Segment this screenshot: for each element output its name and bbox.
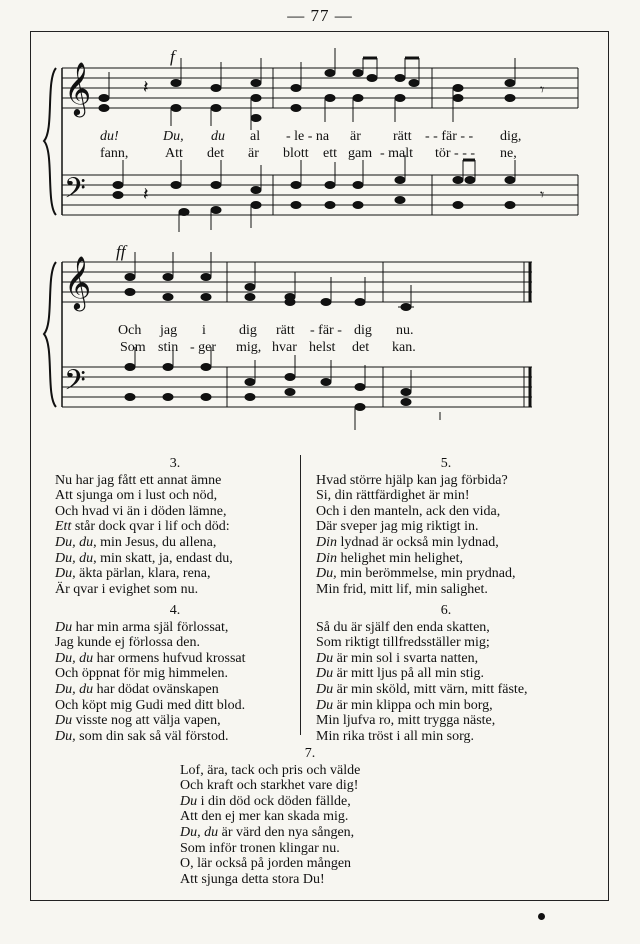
verse-line: Du har min arma själ förlossat, [55,619,229,635]
verse-7 [180,746,440,887]
treble-clef-icon: 𝄞 [64,61,92,115]
lyric: - malt [380,146,414,161]
verse-line: Och kraft och starkhet vare dig! [180,778,359,794]
verse-line: Ett står dock qvar i lif och död: [55,519,230,535]
lyric: Du, [163,129,184,144]
lyric: kan. [392,340,416,355]
verse-line: Att sjunga detta stora Du! [180,871,325,887]
lyric: - - fär - - [425,129,474,144]
verse-number: 7. [304,746,316,761]
verse-line: Och köpt mig Gudi med ditt blod. [55,697,246,713]
lyric: rätt [393,129,412,144]
staff-treble-2 [62,262,532,302]
lyric: ne, [500,146,517,161]
lyric: tör - - - [435,146,476,161]
verse-line: Du, min berömmelse, min prydnad, [316,566,516,582]
verse-line: Du, du är värd den nya sången, [180,824,355,840]
verse-line: Du, du, min skatt, ja, endast du, [55,550,233,566]
verse-line: Och i den manteln, ack den vida, [316,503,501,519]
verse-4 [55,603,295,744]
svg-text:𝄾: 𝄾 [540,185,545,204]
verse-number: 3. [169,456,181,471]
verse-line: Nu har jag fått ett annat ämne [55,472,222,488]
verse-5 [316,456,576,597]
verse-line: Och hvad vi än i döden lämne, [55,503,227,519]
lyric: dig [239,323,257,338]
verse-line: Du, äkta pärlan, klara, rena, [55,566,211,582]
verse-line: O, lär också på jorden mången [180,856,352,872]
lyric: Och [118,323,142,338]
dynamic-f: f [170,47,175,66]
bass-clef-icon: 𝄢 [64,364,86,404]
lyric: rätt [276,323,295,338]
staff-bass-1 [62,175,578,215]
notes [99,48,515,430]
verse-line: Som inför tronen klingar nu. [180,840,340,856]
staff-bass-2 [62,367,532,407]
lyric: dig, [500,129,522,144]
verse-line: Så du är själf den enda skatten, [316,619,490,635]
verse-line: Som riktigt tillfredsställer mig; [316,635,490,651]
verse-line: Din helighet min helighet, [316,550,463,566]
lyric: det [352,340,370,355]
verse-number: 5. [440,456,452,471]
lyric: mig, [236,340,262,355]
treble-clef-icon: 𝄞 [64,255,92,309]
lyric: ett [323,146,337,161]
verse-line: Att sjunga om i lust och nöd, [55,488,218,504]
staff-treble-1 [62,68,578,108]
verse-line: Du, du har dödat ovänskapen [55,681,219,697]
lyric: dig [354,323,372,338]
verse-line: Si, din rättfärdighet är min! [316,488,470,504]
verse-3 [55,456,295,597]
verse-line: Där sveper jag mig riktigt in. [316,519,479,535]
lyric: i [202,323,206,338]
verse-line: Du, du, min Jesus, du allena, [55,534,217,550]
lyric: stin [158,340,179,355]
bass-clef-icon: 𝄢 [64,172,86,212]
lyric: du! [100,129,119,144]
verse-line: Du i din död ock döden fällde, [180,793,351,809]
verse-line: Att den ej mer kan skada mig. [180,809,349,825]
lyric: hvar [272,340,297,355]
verse-number: 4. [169,603,181,618]
lyric: Som [120,340,146,355]
lyric: du [211,129,225,144]
svg-text:𝄾: 𝄾 [540,80,545,99]
verse-number: 6. [440,603,452,618]
verse-line: Du, du har ormens hufvud krossat [55,650,246,666]
ink-speck [538,913,545,920]
verse-line: Min rika tröst i all min sorg. [316,728,475,744]
verse-line: Du är mitt ljus på all min stig. [316,666,485,682]
verse-line: Lof, ära, tack och pris och välde [180,762,361,778]
column-divider [300,455,301,735]
lyric: fann, [100,146,129,161]
verse-line: Du är min sol i svarta natten, [316,650,479,666]
lyric: Att [165,146,183,161]
page-number: — 77 — [287,6,353,25]
lyric: blott [283,146,309,161]
dynamic-ff: ff [116,242,126,261]
lyric: - fär - [310,323,342,338]
lyric: är [350,129,361,144]
lyric: al [250,129,261,144]
lyric: är [248,146,259,161]
music-score [0,0,640,450]
verse-line: Är qvar i evighet som nu. [55,581,199,597]
lyric: gam [348,146,373,161]
verse-line: Du visste nog att välja vapen, [55,713,221,729]
verse-line: Jag kunde ej förlossa den. [55,635,201,651]
verse-line: Min ljufva ro, mitt trygga näste, [316,713,496,729]
verse-line: Du, som din sak så väl förstod. [55,728,229,744]
verse-line: Du är min sköld, mitt värn, mitt fäste, [316,681,528,697]
lyric: jag [160,323,178,338]
verse-line: Du är min klippa och min borg, [316,697,493,713]
lyric: helst [309,340,336,355]
verse-line: Min frid, mitt lif, min salighet. [316,581,488,597]
svg-text:𝄽: 𝄽 [143,184,149,205]
lyric: nu. [396,323,414,338]
lyric: - le - na [286,129,330,144]
verse-6 [316,603,576,744]
lyric: det [207,146,225,161]
lyric: - ger [190,340,217,355]
svg-text:𝄽: 𝄽 [143,77,149,98]
verse-line: Hvad större hjälp kan jag förbida? [316,472,508,488]
verse-line: Din lydnad är också min lydnad, [316,534,499,550]
verse-line: Och öppnat för mig himmelen. [55,666,229,682]
